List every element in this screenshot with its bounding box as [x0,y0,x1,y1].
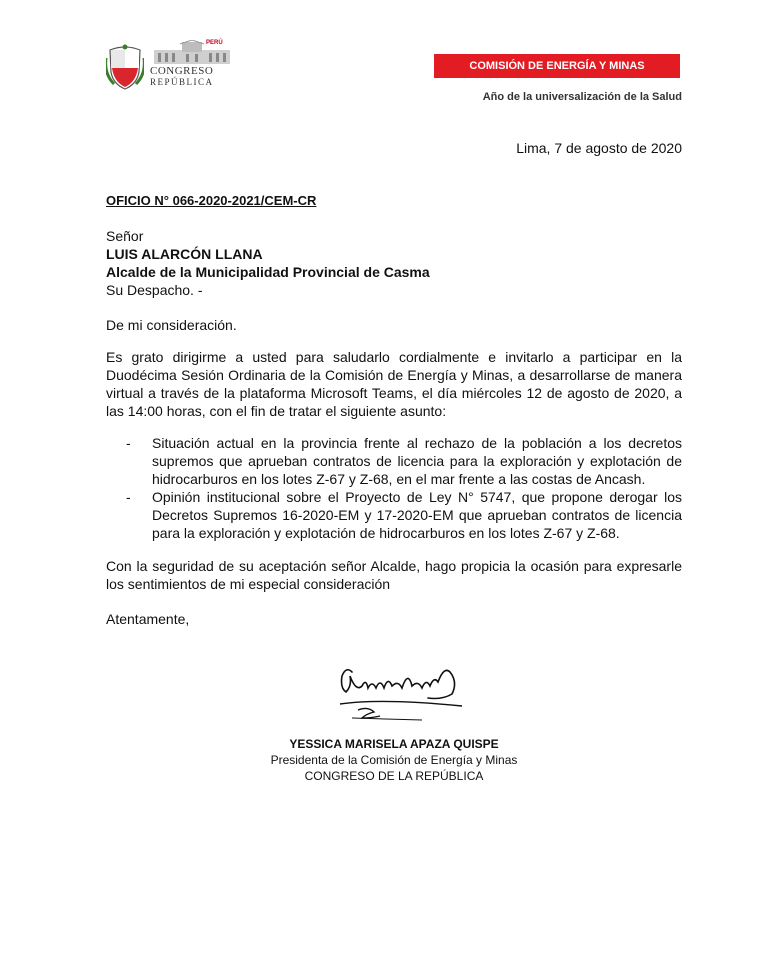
letter-date: Lima, 7 de agosto de 2020 [516,140,682,156]
list-item [126,488,682,542]
logo-wordmark [150,66,214,88]
commission-banner: COMISIÓN DE ENERGÍA Y MINAS [434,54,680,78]
recipient-office: Su Despacho. - [106,282,203,298]
year-motto: Año de la universalización de la Salud [482,91,682,103]
handwritten-signature [322,656,472,724]
recipient-block [106,227,430,299]
recipient-name: LUIS ALARCÓN LLANA [106,246,263,262]
closing-paragraph: Con la seguridad de su aceptación señor Alcalde, hago propicia la ocasión para expresarle los sentimientos de mi especial consideración [106,558,682,592]
signature-block [250,736,538,784]
signatory-position: Presidenta de la Comisión de Energía y Minas [270,753,518,767]
bullet-dash: - [126,489,131,505]
letter-reference: OFICIO N° 066-2020-2021/CEM-CR [106,193,317,208]
agenda-item-1: Situación actual en la provincia frente al rechazo de la población a los decretos supremos que aprueban contratos de licencia para la exploración y explotación de hidrocarburos en los lotes Z-67 y Z-68, en el mar frente a las costas de Ancash. [152,435,682,487]
list-item [126,434,682,488]
agenda-list [126,434,682,542]
intro-paragraph: Es grato dirigirme a usted para saludarlo cordialmente e invitarlo a participar en la Duodécima Sesión Ordinaria de la Comisión de Energía y Minas, a desarrollarse de manera virtual a través de la plataforma Microsoft Teams, el día miércoles 12 de agosto de 2020, a las 14:00 horas, con el fin de tratar el siguiente asunto: [106,349,682,419]
logo-line-2: REPÚBLICA [150,77,214,87]
greeting: De mi consideración. [106,317,237,333]
salutation: Señor [106,228,144,244]
recipient-title: Alcalde de la Municipalidad Provincial de Casma [106,264,430,280]
coat-of-arms-icon [106,44,144,90]
logo-line-1: CONGRESO [150,65,214,77]
bullet-dash: - [126,435,131,451]
congress-logo [106,40,232,90]
signatory-institution: CONGRESO DE LA REPÚBLICA [304,769,484,783]
signatory-name: YESSICA MARISELA APAZA QUISPE [289,737,499,751]
logo-country-label: PERÚ [206,40,223,46]
agenda-item-2: Opinión institucional sobre el Proyecto de Ley N° 5747, que propone derogar los Decretos Supremos 16-2020-EM y 17-2020-EM que aprueban contratos de licencia para la exploración y explotación de hidrocarburos en los lotes Z-67 y Z-68. [152,489,682,541]
valediction: Atentamente, [106,611,190,627]
